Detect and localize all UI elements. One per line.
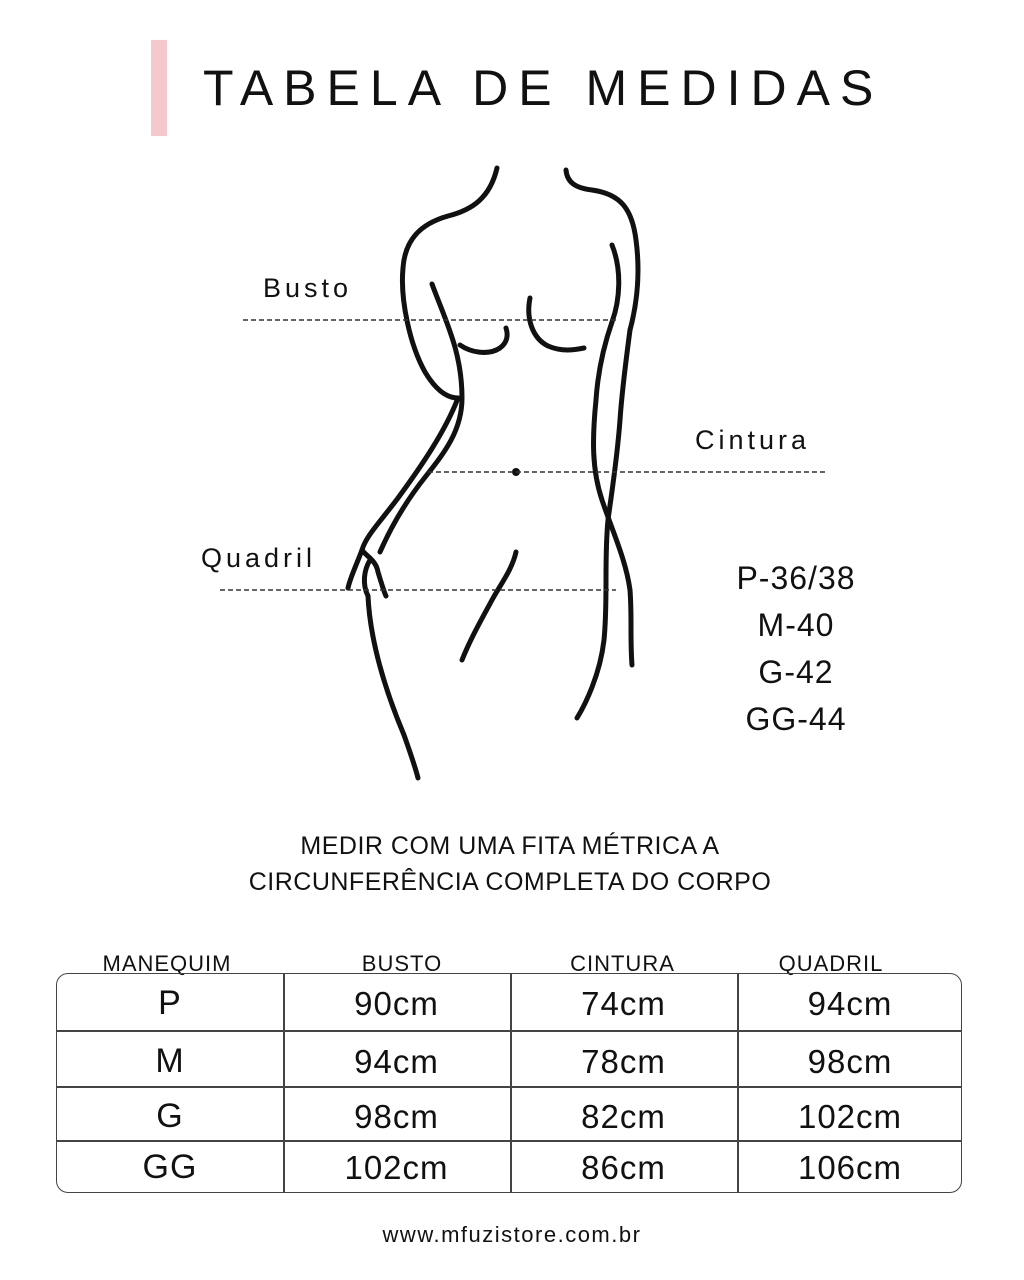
measuring-instructions: [150, 828, 870, 900]
col-header-manequim: MANEQUIM: [102, 951, 232, 976]
silhouette-right-shoulder: [566, 170, 638, 330]
cell-manequim: G: [156, 1097, 184, 1135]
cintura-label: Cintura: [695, 425, 811, 455]
size-table: [56, 973, 962, 1193]
cell-quadril: 94cm: [807, 984, 893, 1022]
cell-manequim: GG: [142, 1148, 198, 1186]
table-row: [57, 1089, 961, 1144]
table-row: [57, 976, 961, 1031]
cell-cintura: 82cm: [581, 1097, 666, 1135]
table-row: [57, 1140, 961, 1193]
cell-busto: 94cm: [354, 1042, 439, 1080]
cell-busto: 102cm: [344, 1148, 449, 1186]
col-header-busto: BUSTO: [361, 951, 443, 976]
size-item: M-40: [757, 607, 835, 643]
cell-cintura: 74cm: [581, 984, 666, 1022]
silhouette-left-arm: [348, 398, 458, 588]
cell-busto: 98cm: [354, 1097, 439, 1135]
cell-cintura: 78cm: [581, 1042, 666, 1080]
title-accent-bar: [151, 40, 167, 136]
cell-manequim: P: [158, 984, 182, 1022]
silhouette-right-arm-inner: [596, 245, 619, 400]
cell-quadril: 106cm: [797, 1148, 903, 1186]
footer-website-url: www.mfuzistore.com.br: [382, 1222, 642, 1247]
silhouette-right-breast: [529, 298, 584, 350]
cell-busto: 90cm: [354, 984, 439, 1022]
table-row: [57, 1034, 961, 1089]
silhouette-right-hip: [577, 330, 630, 718]
silhouette-inner-thigh: [462, 552, 516, 660]
silhouette-left-breast: [460, 328, 507, 352]
size-list: [700, 555, 892, 743]
page-title: TABELA DE MEDIDAS: [203, 60, 884, 116]
silhouette-left-shoulder: [402, 168, 497, 398]
col-header-cintura: CINTURA: [570, 951, 675, 976]
instructions-line-2: CIRCUNFERÊNCIA COMPLETA DO CORPO: [248, 868, 772, 896]
busto-label: Busto: [263, 273, 353, 303]
cell-cintura: 86cm: [581, 1148, 666, 1186]
instructions-line-1: MEDIR COM UMA FITA MÉTRICA A: [300, 832, 720, 860]
size-item: GG-44: [745, 701, 847, 737]
silhouette-left-leg: [368, 596, 418, 778]
silhouette-right-arm-outer: [594, 400, 632, 665]
quadril-label: Quadril: [201, 543, 317, 573]
cell-manequim: M: [155, 1042, 185, 1080]
col-header-quadril: QUADRIL: [778, 951, 884, 976]
size-item: G-42: [758, 654, 834, 690]
cell-quadril: 98cm: [807, 1042, 893, 1080]
size-item: P-36/38: [736, 560, 856, 596]
cell-quadril: 102cm: [797, 1097, 903, 1135]
